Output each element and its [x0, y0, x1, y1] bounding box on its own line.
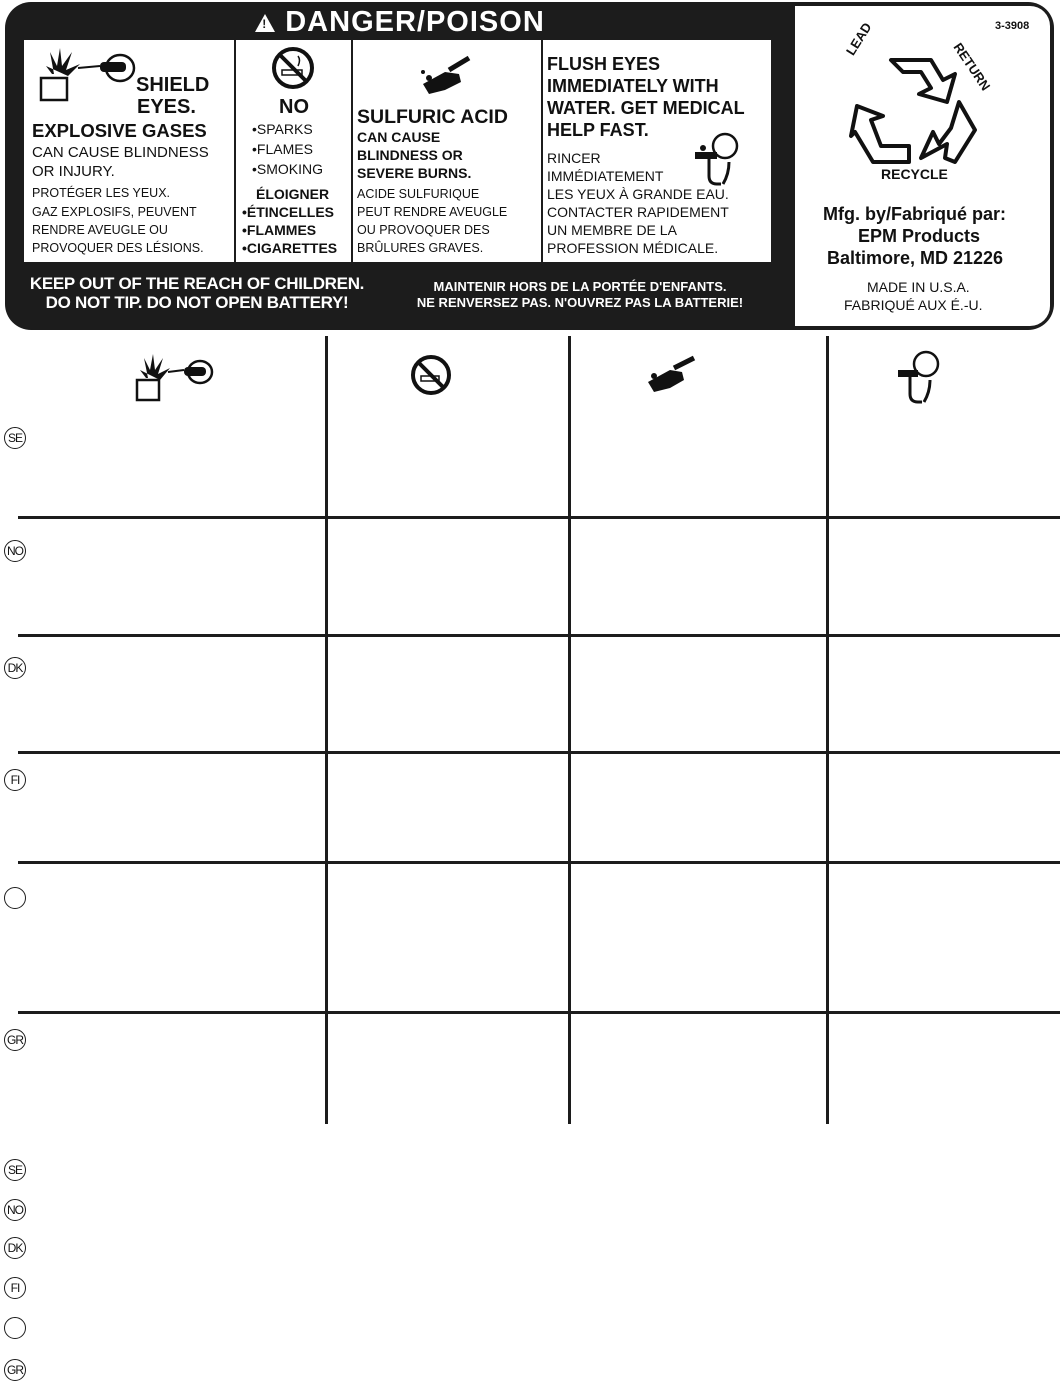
mfg-line: Mfg. by/Fabriqué par: — [823, 204, 1007, 224]
heading-sulfuric-acid: SULFURIC ACID — [357, 106, 508, 128]
language-badge-se: SE — [4, 427, 26, 449]
no-smoking-icon — [410, 354, 454, 398]
en-line: CAN CAUSE — [357, 129, 441, 145]
fr-line: RINCER — [547, 150, 601, 166]
fr-line: PROTÉGER LES YEUX. — [32, 186, 171, 200]
en-line: OR INJURY. — [32, 163, 115, 180]
footer-badge-blank — [4, 1317, 26, 1339]
language-badge-no: NO — [4, 540, 26, 562]
grid-column-divider — [325, 336, 328, 1124]
en-line: •FLAMES — [252, 141, 313, 157]
en-line: WATER. GET MEDICAL — [547, 98, 745, 118]
keep-out-warning-en: KEEP OUT OF THE REACH OF CHILDREN. DO NOT TIP. DO NOT OPEN BATTERY! — [29, 274, 365, 312]
en-line: HELP FAST. — [547, 120, 649, 140]
heading-eyes: EYES. — [137, 96, 196, 118]
fr-line: OU PROVOQUER DES — [357, 223, 490, 237]
mfg-company: EPM Products — [858, 226, 981, 246]
grid-row-divider — [18, 861, 1060, 864]
language-badge-gr: GR — [4, 1029, 26, 1051]
en-line: FLUSH EYES — [547, 54, 661, 74]
grid-column-divider — [568, 336, 571, 1124]
made-in-en: MADE IN U.S.A. — [867, 279, 970, 295]
language-badge-fi: FI — [4, 769, 26, 791]
heading-no: NO — [279, 96, 309, 118]
fr-line: •CIGARETTES — [242, 240, 338, 256]
footer-badge-gr: GR — [4, 1359, 26, 1381]
fr-line: PEUT RENDRE AVEUGLE — [357, 205, 508, 219]
footer-badge-no: NO — [4, 1199, 26, 1221]
en-line: •SMOKING — [252, 161, 324, 177]
language-badge-blank — [4, 887, 26, 909]
footer-badge-dk: DK — [4, 1237, 26, 1259]
heading-shield: SHIELD — [136, 74, 210, 96]
fr-line: PROFESSION MÉDICALE. — [547, 240, 719, 256]
fr-line: •FLAMMES — [242, 222, 317, 238]
fr-line: UN MEMBRE DE LA — [547, 222, 677, 238]
fr-line: BRÛLURES GRAVES. — [357, 241, 484, 255]
fr-line: GAZ EXPLOSIFS, PEUVENT — [32, 205, 197, 219]
fr-line: ÉLOIGNER — [256, 186, 330, 202]
lead-text: LEAD — [843, 19, 875, 58]
fr-line: IMMÉDIATEMENT — [547, 168, 664, 184]
fr-line: CONTACTER RAPIDEMENT — [547, 204, 729, 220]
en-line: IMMEDIATELY WITH — [547, 76, 719, 96]
footer-badge-se: SE — [4, 1159, 26, 1181]
en-line: •SPARKS — [252, 121, 313, 137]
mfg-address: Baltimore, MD 21226 — [827, 248, 1004, 268]
grid-row-divider — [18, 634, 1060, 637]
grid-row-divider — [18, 1011, 1060, 1014]
keep-out-warning-fr: MAINTENIR HORS DE LA PORTÉE D'ENFANTS. NE RENVERSEZ PAS. N'OUVREZ PAS LA BATTERIE! — [416, 279, 744, 310]
fr-line: •ÉTINCELLES — [242, 204, 335, 220]
grid-column-divider — [826, 336, 829, 1124]
fr-line: PROVOQUER DES LÉSIONS. — [32, 241, 204, 255]
made-in-fr: FABRIQUÉ AUX É.-U. — [844, 297, 983, 313]
explosion-goggles-icon — [134, 352, 218, 412]
en-line: SEVERE BURNS. — [357, 165, 472, 181]
eye-wash-faucet-icon — [894, 350, 948, 408]
en-line: BLINDNESS OR — [357, 147, 463, 163]
acid-hand-icon — [642, 356, 698, 400]
fr-line: ACIDE SULFURIQUE — [357, 187, 480, 201]
language-badge-dk: DK — [4, 657, 26, 679]
grid-row-divider — [18, 516, 1060, 519]
part-number: 3-3908 — [995, 20, 1030, 32]
label-title: !DANGER/POISON — [5, 6, 795, 39]
explosive-gases-text: EXPLOSIVE GASES — [32, 120, 207, 141]
recycle-text: RECYCLE — [881, 166, 948, 182]
fr-line: RENDRE AVEUGLE OU — [32, 223, 168, 237]
footer-badge-fi: FI — [4, 1277, 26, 1299]
return-text: RETURN — [950, 40, 994, 94]
fr-line: LES YEUX À GRANDE EAU. — [547, 186, 729, 202]
en-line: CAN CAUSE BLINDNESS — [32, 144, 209, 161]
grid-row-divider — [18, 751, 1060, 754]
